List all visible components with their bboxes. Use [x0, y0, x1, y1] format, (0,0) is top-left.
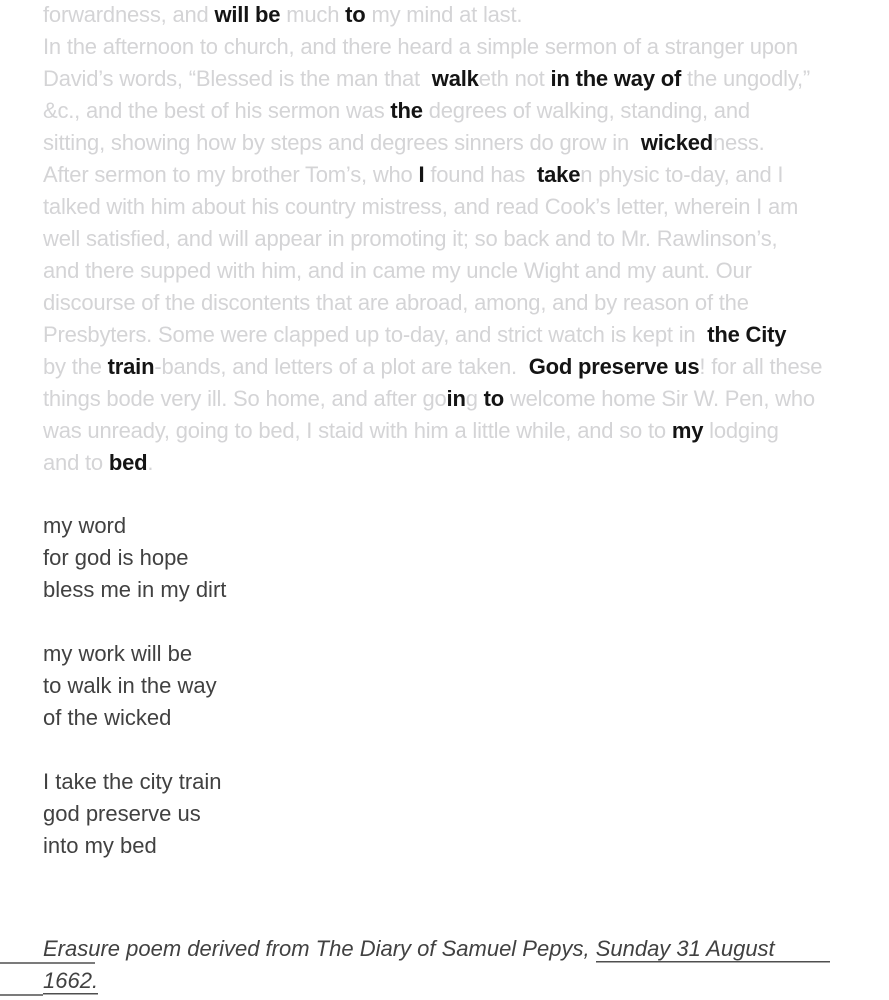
poem-line: god preserve us — [43, 801, 201, 826]
passage-highlight-word: in the way of — [550, 66, 682, 91]
passage-faded-text: talked with him about his country mistress, and read Cook’s letter, wherein I am — [43, 194, 799, 219]
passage-faded-text: found has — [424, 162, 538, 187]
passage-highlight-word: in — [446, 386, 466, 411]
passage-faded-text: ness. — [713, 130, 765, 155]
passage-faded-text: After sermon to my brother Tom’s, who — [43, 162, 419, 187]
passage-faded-text: the ungodly,” — [681, 66, 811, 91]
passage-faded-text: Presbyters. Some were clapped up to-day, and strict watch is kept in — [43, 322, 708, 347]
passage-faded-text: things bode very ill. So home, and after go — [43, 386, 447, 411]
passage-highlight-word: train — [107, 354, 155, 379]
passage-highlight-word: take — [537, 162, 581, 187]
citation — [43, 933, 845, 997]
passage-faded-text: my mind at last. — [365, 2, 523, 27]
poem-line: bless me in my dirt — [43, 577, 227, 602]
passage-highlight-word: I — [418, 162, 425, 187]
passage-faded-text: sitting, showing how by steps and degrees sinners do grow in — [43, 130, 641, 155]
passage-faded-text: well satisfied, and will appear in promoting it; so back and to Mr. Rawlinson’s, — [43, 226, 778, 251]
passage-highlight-word: bed — [108, 450, 148, 475]
passage-faded-text: lodging — [703, 418, 779, 443]
passage-line — [43, 191, 845, 223]
passage-highlight-word: the — [390, 98, 423, 123]
citation-date-line2[interactable]: 1662. — [43, 968, 99, 993]
passage-line — [43, 0, 845, 31]
passage-faded-text: ! for all these — [699, 354, 823, 379]
passage-highlight-word: will be — [214, 2, 281, 27]
passage-faded-text: . — [147, 450, 154, 475]
citation-line-1 — [43, 933, 845, 965]
passage-faded-text: g — [465, 386, 484, 411]
passage-faded-text: degrees of walking, standing, and — [422, 98, 750, 123]
poem-line: my word — [43, 513, 127, 538]
underline-artifact-bottom — [0, 994, 43, 996]
passage-faded-text: by the — [43, 354, 108, 379]
poem-stanza — [43, 638, 845, 734]
citation-date-link-line2[interactable] — [43, 968, 98, 993]
passage-highlight-word: walk — [431, 66, 479, 91]
passage-faded-text: -bands, and letters of a plot are taken. — [154, 354, 529, 379]
passage-line — [43, 447, 845, 479]
passage-line — [43, 31, 845, 63]
passage-faded-text: &c., and the best of his sermon was — [43, 98, 391, 123]
erasure-poem — [43, 510, 845, 862]
passage-faded-text: forwardness, and — [43, 2, 215, 27]
poem-line: I take the city train — [43, 769, 222, 794]
passage-highlight-word: wicked — [640, 130, 714, 155]
passage-line — [43, 319, 845, 351]
passage-faded-text: In the afternoon to church, and there heard a simple sermon of a stranger upon — [43, 34, 798, 59]
passage-highlight-word: to — [345, 2, 366, 27]
passage-highlight-word: the City — [707, 322, 787, 347]
passage-line — [43, 287, 845, 319]
passage-line — [43, 63, 845, 95]
passage-line — [43, 351, 845, 383]
poem-line: of the wicked — [43, 705, 172, 730]
passage-line — [43, 255, 845, 287]
poem-stanza — [43, 510, 845, 606]
poem-line: into my bed — [43, 833, 157, 858]
source-passage — [43, 0, 845, 479]
passage-line — [43, 383, 845, 415]
citation-text: Erasure poem derived from The Diary of Samuel Pepys, — [43, 936, 596, 961]
passage-faded-text: n physic to-day, and I — [580, 162, 784, 187]
underline-artifact-top — [0, 962, 95, 964]
passage-highlight-word: to — [483, 386, 505, 411]
poem-stanza — [43, 766, 845, 862]
poem-line: to walk in the way — [43, 673, 217, 698]
passage-faded-text: much — [280, 2, 346, 27]
passage-highlight-word: God preserve us — [528, 354, 700, 379]
poem-line: for god is hope — [43, 545, 189, 570]
passage-faded-text: welcome home Sir W. Pen, who — [504, 386, 815, 411]
poem-line: my work will be — [43, 641, 193, 666]
passage-faded-text: and there supped with him, and in came my uncle Wight and my aunt. Our — [43, 258, 752, 283]
erasure-poem-page — [43, 0, 845, 997]
passage-line — [43, 127, 845, 159]
citation-date-link[interactable] — [596, 936, 830, 961]
passage-line — [43, 223, 845, 255]
citation-date-line1[interactable]: Sunday 31 August — [595, 936, 830, 961]
passage-faded-text: eth not — [478, 66, 551, 91]
citation-line-2 — [43, 965, 845, 997]
passage-line — [43, 415, 845, 447]
passage-line — [43, 159, 845, 191]
passage-faded-text: discourse of the discontents that are abroad, among, and by reason of the — [43, 290, 749, 315]
passage-faded-text: David’s words, “Blessed is the man that — [43, 66, 432, 91]
passage-faded-text: was unready, going to bed, I staid with him a little while, and so to — [43, 418, 672, 443]
passage-line — [43, 95, 845, 127]
passage-faded-text: and to — [43, 450, 109, 475]
passage-highlight-word: my — [671, 418, 704, 443]
